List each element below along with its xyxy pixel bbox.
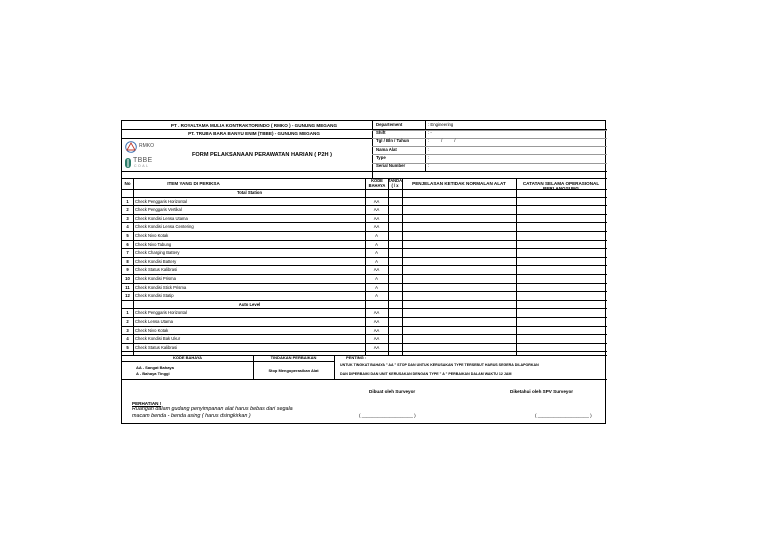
tanda-checkbox[interactable] (389, 309, 402, 317)
penjelasan-field[interactable] (403, 309, 516, 317)
penjelasan-field[interactable] (403, 318, 516, 326)
penjelasan-field[interactable] (403, 223, 516, 231)
penjelasan-field[interactable] (403, 198, 516, 206)
table-row (122, 198, 607, 207)
tbbe-leaf-icon (124, 157, 132, 169)
row-number: 6 (126, 241, 129, 247)
info-label: Shift (376, 130, 386, 136)
info-label: Nama Alat (376, 146, 397, 152)
tanda-checkbox[interactable] (389, 258, 402, 266)
row-kode-bahaya: A (375, 241, 378, 247)
tanda-checkbox[interactable] (389, 249, 402, 257)
signature-line-right: ( ____________________ ) (535, 413, 592, 418)
notice-line-1: Ruangan dalam gudang penyimpanan alat harus bebas dari segala (132, 406, 293, 412)
tanda-checkbox[interactable] (389, 318, 402, 326)
legend-kode-title: KODE BAHAYA (172, 355, 203, 360)
signature-made-by: Dibuat oleh Surveyor (369, 389, 416, 394)
signature-line-left: ( ____________________ ) (359, 413, 416, 418)
table-row (122, 327, 607, 336)
tanda-checkbox[interactable] (389, 215, 402, 223)
company-line-1: PT . ROYALTAMA MULIA KONTRAKTORINDO ( RMKO ) - GUNUNG MEGANG (170, 123, 338, 128)
row-kode-bahaya: AA (373, 198, 380, 204)
penjelasan-field[interactable] (403, 344, 516, 352)
rmko-triangle-icon (124, 141, 138, 153)
info-label: Departement (376, 122, 403, 127)
row-kode-bahaya: AA (373, 319, 380, 324)
notice-line-2: macam benda - benda asing ( harus dsingkirkan ) (132, 413, 251, 419)
table-row (122, 284, 607, 293)
table-row (122, 215, 607, 224)
row-number: 7 (126, 250, 129, 256)
row-item: Check Status Kalibrasi (135, 344, 178, 350)
row-number: 5 (126, 344, 129, 350)
penting-line-1: UNTUK TINGKAT BAHAYA " AA " STOP DAN UNTUK KERUSAKAN TYPE TERSEBUT HARUS SEGERA DILAPORKAN (340, 363, 539, 367)
row-number: 3 (126, 215, 129, 221)
row-item: Check Kondisi Bak Ukur (135, 336, 181, 342)
legend-tindakan-text: Stop Mengoperasikan Alat (268, 368, 319, 373)
row-item: Check Penggaris Horizontal (135, 310, 187, 316)
penjelasan-field[interactable] (403, 206, 516, 214)
row-number: 2 (126, 207, 129, 213)
table-row (122, 344, 607, 353)
legend-kode-aa: AA - Sangat Bahaya (136, 365, 174, 370)
row-kode-bahaya: A (375, 250, 378, 256)
info-value: : (428, 163, 430, 168)
signature-known-by: Diketahui oleh SPV Surveyor (510, 389, 574, 394)
company-line-2: PT. TRUBA BARA BANYU ENIM (TBBE) - GUNUNG MEGANG (188, 131, 320, 136)
tanda-checkbox[interactable] (389, 206, 402, 214)
row-item: Check Kondisi Prisma (135, 276, 176, 281)
table-row (122, 275, 607, 284)
col-item-header: ITEM YANG DI PERIKSA (167, 181, 220, 186)
row-kode-bahaya: AA (373, 207, 380, 213)
row-item: Check Lensa Utama (135, 319, 173, 324)
table-row (122, 318, 607, 327)
rmko-logo-text: RMKO (139, 143, 154, 150)
row-item: Check Charging Battery (135, 250, 180, 256)
p2h-form (121, 120, 606, 424)
row-kode-bahaya: AA (373, 224, 380, 230)
tanda-checkbox[interactable] (389, 241, 402, 249)
tanda-checkbox[interactable] (389, 198, 402, 206)
row-number: 5 (126, 233, 129, 238)
row-number: 3 (126, 327, 129, 333)
row-number: 1 (126, 310, 129, 316)
table-row (122, 206, 607, 215)
penjelasan-field[interactable] (403, 232, 516, 240)
legend-kode-a: A - Bahaya Tinggi (136, 371, 170, 376)
row-item: Check Nivo Tabung (135, 241, 172, 247)
tanda-checkbox[interactable] (389, 266, 402, 274)
table-row (122, 292, 607, 301)
penjelasan-field[interactable] (403, 241, 516, 249)
info-label: Type (376, 154, 386, 160)
tanda-checkbox[interactable] (389, 327, 402, 335)
row-kode-bahaya: A (375, 293, 378, 299)
col-penjelasan-header: PENJELASAN KETIDAK NORMALAN ALAT (412, 181, 506, 186)
row-item: Check Kondisi Battery (135, 258, 177, 264)
row-kode-bahaya: AA (373, 310, 380, 316)
row-number: 4 (126, 336, 129, 342)
info-value: : - (428, 130, 432, 136)
tbbe-logo-text: TBBE (133, 157, 153, 164)
row-kode-bahaya: A (375, 276, 378, 281)
row-kode-bahaya: A (375, 258, 378, 264)
penting-line-2: DAN DIPERBAIKI DAN UNIT KERUSAKAN DENGAN TYPE " A " PERBAIKAN DALAM WAKTU 12 JAM (340, 372, 512, 376)
tanda-checkbox[interactable] (389, 275, 402, 283)
row-item: Check Nivo Kotak (135, 233, 169, 238)
row-kode-bahaya: AA (373, 327, 380, 333)
table-row (122, 335, 607, 344)
table-row (122, 266, 607, 275)
info-value: : Engineering (428, 122, 454, 127)
info-value: : (428, 146, 430, 152)
row-kode-bahaya: AA (373, 267, 380, 273)
row-kode-bahaya: A (375, 233, 378, 238)
info-value: : (428, 154, 430, 160)
row-kode-bahaya: A (375, 284, 378, 290)
row-number: 10 (125, 276, 130, 281)
row-number: 12 (125, 293, 130, 299)
table-row (122, 232, 607, 241)
col-tanda-header: TANDA ( / x (388, 178, 403, 188)
row-item: Check Nivo Kotak (135, 327, 169, 333)
row-item: Check Kondisi Statip (135, 293, 174, 299)
penting-title: PENTING : (346, 355, 367, 360)
penjelasan-field[interactable] (403, 335, 516, 343)
tanda-checkbox[interactable] (389, 223, 402, 231)
row-item: Check Status Kalibrasi (135, 267, 178, 273)
penjelasan-field[interactable] (403, 266, 516, 274)
tanda-checkbox[interactable] (389, 284, 402, 292)
tanda-checkbox[interactable] (389, 344, 402, 352)
info-label: Serial Number (376, 163, 406, 168)
table-row (122, 258, 607, 267)
col-no-header: No (124, 181, 131, 186)
penjelasan-field[interactable] (403, 249, 516, 257)
tbbe-logo-sub: COAL (134, 164, 150, 168)
penjelasan-field[interactable] (403, 258, 516, 266)
row-item: Check Kondisi Stick Prisma (135, 284, 187, 290)
section-auto-level-label: Auto Level (238, 301, 261, 307)
row-kode-bahaya: AA (373, 336, 380, 342)
section-total-station-label: Total Station (236, 190, 263, 195)
penjelasan-field[interactable] (403, 292, 516, 300)
penjelasan-field[interactable] (403, 327, 516, 335)
col-catatan-header: CATATAN SELAMA OPERASIONAL BERLANGSUNG (522, 181, 600, 192)
rmko-logo (124, 141, 154, 153)
row-item: Check Penggaris Horizontal (135, 198, 187, 204)
row-item: Check Penggaris Vertikal (135, 207, 182, 213)
notice-title: PERHATIAN ! (132, 401, 162, 406)
info-value: : / / (428, 138, 456, 144)
section-total-station (122, 189, 607, 198)
table-row (122, 309, 607, 318)
row-number: 8 (126, 258, 129, 264)
row-number: 4 (126, 224, 129, 230)
penjelasan-field[interactable] (403, 275, 516, 283)
table-row (122, 241, 607, 250)
row-number: 2 (126, 319, 129, 324)
col-kode-header: KODE BAHAYA (368, 178, 386, 188)
table-row (122, 249, 607, 258)
info-label: Tgl / Bln / Tahun (376, 138, 410, 144)
tanda-checkbox[interactable] (389, 335, 402, 343)
penjelasan-field[interactable] (403, 215, 516, 223)
row-kode-bahaya: AA (373, 215, 380, 221)
row-number: 9 (126, 267, 129, 273)
tanda-checkbox[interactable] (389, 232, 402, 240)
tanda-checkbox[interactable] (389, 292, 402, 300)
penjelasan-field[interactable] (403, 284, 516, 292)
row-number: 1 (126, 198, 129, 204)
row-item: Check Kondisi Lensa Utama (135, 215, 188, 221)
form-title: FORM PELAKSANAAN PERAWATAN HARIAN ( P2H ) (192, 152, 332, 158)
row-number: 11 (125, 284, 130, 290)
row-kode-bahaya: AA (373, 344, 380, 350)
legend-tindakan-title: TINDAKAN PERBAIKAN (270, 355, 317, 360)
row-item: Check Kondisi Lensa Centering (135, 224, 194, 230)
section-auto-level (122, 301, 607, 310)
table-row (122, 223, 607, 232)
